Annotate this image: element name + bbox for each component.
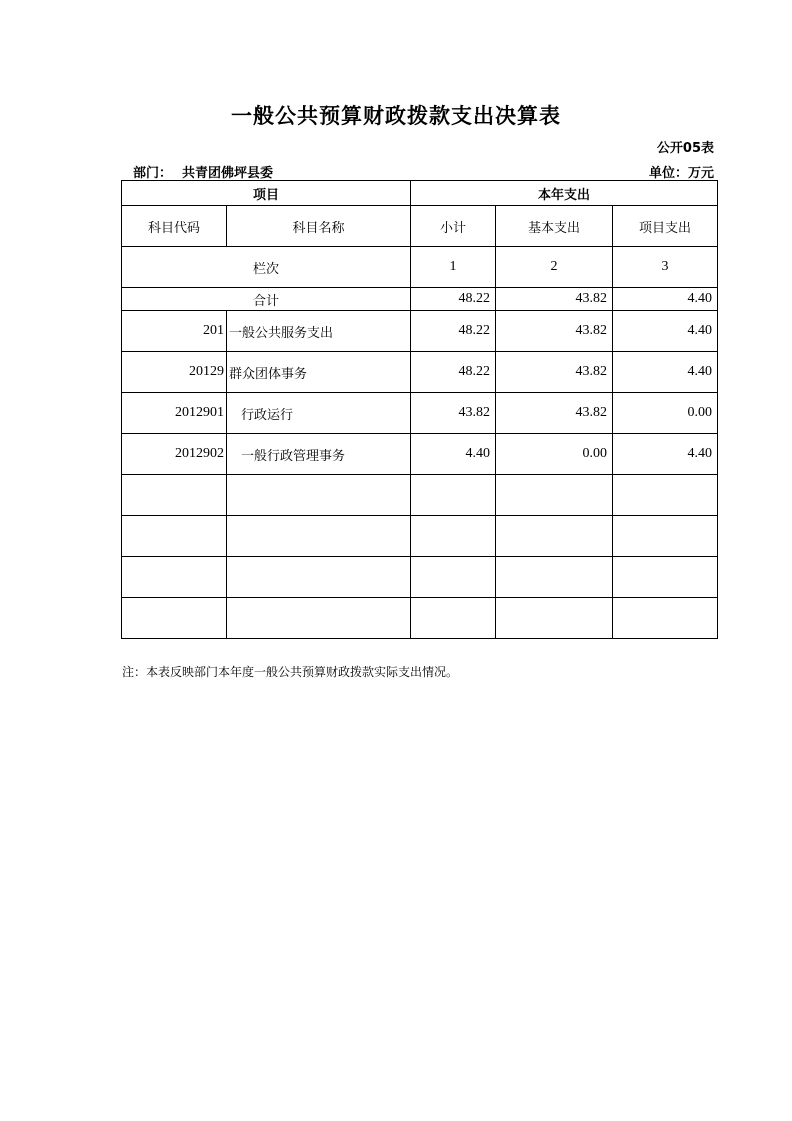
empty-cell: [496, 598, 613, 639]
empty-row: [122, 475, 718, 516]
header-row-1: [122, 181, 718, 206]
row-basic: 43.82: [496, 311, 613, 352]
row-basic: 43.82: [496, 352, 613, 393]
empty-cell: [122, 516, 227, 557]
header-project: 项目: [122, 181, 411, 206]
empty-cell: [122, 557, 227, 598]
form-code: 公开05表: [656, 141, 714, 156]
empty-row: [122, 598, 718, 639]
row-project: 4.40: [613, 352, 718, 393]
row-code: 2012901: [122, 393, 227, 434]
row-code: 20129: [122, 352, 227, 393]
empty-cell: [613, 516, 718, 557]
table-row: [122, 393, 718, 434]
total-subtotal: 48.22: [411, 288, 496, 311]
column-index-label: 栏次: [122, 247, 411, 288]
table-row: [122, 311, 718, 352]
header-basic: 基本支出: [496, 206, 613, 247]
row-basic: 0.00: [496, 434, 613, 475]
department-line: [133, 162, 273, 181]
empty-cell: [411, 475, 496, 516]
empty-cell: [613, 557, 718, 598]
empty-row: [122, 516, 718, 557]
row-project: 0.00: [613, 393, 718, 434]
total-basic: 43.82: [496, 288, 613, 311]
total-label: 合计: [122, 288, 411, 311]
header-code: 科目代码: [122, 206, 227, 247]
unit-label: 单位：万元: [648, 166, 714, 181]
row-name: 一般公共服务支出: [227, 311, 411, 352]
empty-cell: [227, 598, 411, 639]
empty-cell: [496, 516, 613, 557]
empty-cell: [227, 516, 411, 557]
header-row-2: [122, 206, 718, 247]
row-project: 4.40: [613, 311, 718, 352]
empty-cell: [122, 598, 227, 639]
page-title: 一般公共预算财政拨款支出决算表: [231, 104, 561, 128]
column-index-3: 3: [613, 247, 718, 288]
row-basic: 43.82: [496, 393, 613, 434]
empty-cell: [613, 475, 718, 516]
row-code: 201: [122, 311, 227, 352]
row-subtotal: 4.40: [411, 434, 496, 475]
empty-cell: [227, 557, 411, 598]
empty-row: [122, 557, 718, 598]
row-subtotal: 48.22: [411, 311, 496, 352]
header-current-year-expense: 本年支出: [411, 181, 718, 206]
empty-cell: [496, 475, 613, 516]
row-name: 群众团体事务: [227, 352, 411, 393]
table-row: [122, 352, 718, 393]
header-project-expense: 项目支出: [613, 206, 718, 247]
column-index-row: [122, 247, 718, 288]
empty-cell: [411, 516, 496, 557]
row-name: 行政运行: [227, 393, 411, 434]
empty-cell: [411, 598, 496, 639]
department-name: 共青团佛坪县委: [182, 166, 274, 181]
table-row: [122, 434, 718, 475]
empty-cell: [411, 557, 496, 598]
header-name: 科目名称: [227, 206, 411, 247]
header-subtotal: 小计: [411, 206, 496, 247]
row-name: 一般行政管理事务: [227, 434, 411, 475]
expenditure-table: [121, 180, 718, 639]
row-code: 2012902: [122, 434, 227, 475]
empty-cell: [613, 598, 718, 639]
footnote: 注：本表反映部门本年度一般公共预算财政拨款实际支出情况。: [122, 665, 459, 679]
empty-cell: [122, 475, 227, 516]
row-subtotal: 43.82: [411, 393, 496, 434]
total-project: 4.40: [613, 288, 718, 311]
row-project: 4.40: [613, 434, 718, 475]
column-index-2: 2: [496, 247, 613, 288]
row-subtotal: 48.22: [411, 352, 496, 393]
column-index-1: 1: [411, 247, 496, 288]
empty-cell: [227, 475, 411, 516]
department-label: 部门：: [133, 166, 173, 181]
empty-cell: [496, 557, 613, 598]
total-row: [122, 288, 718, 311]
